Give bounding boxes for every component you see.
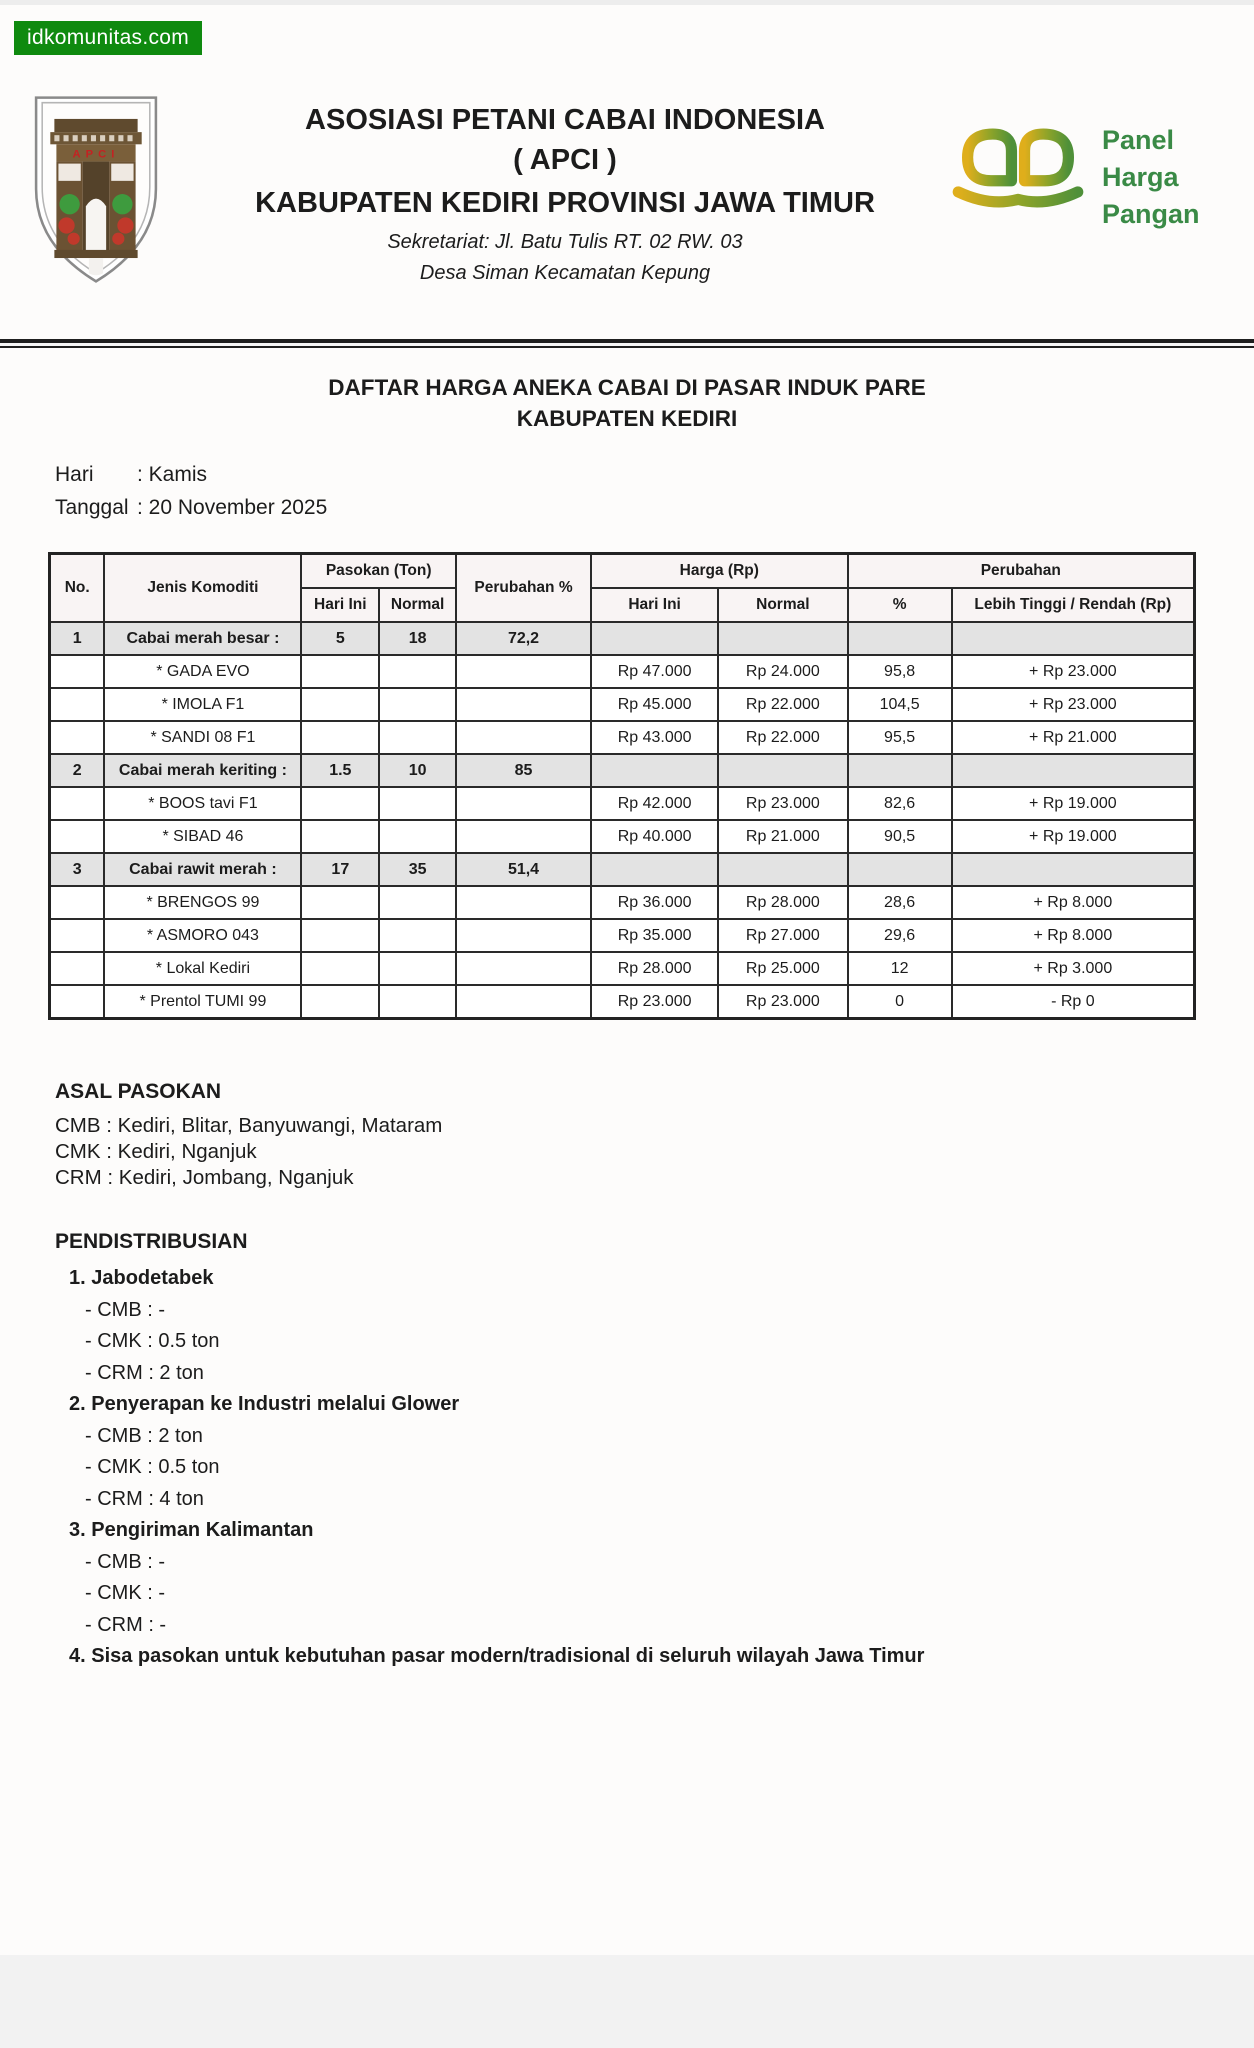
org-village-address: Desa Siman Kecamatan Kepung <box>419 262 711 284</box>
table-cell: 28,6 <box>848 886 952 919</box>
table-cell <box>456 820 591 853</box>
table-cell <box>456 655 591 688</box>
table-cell: 51,4 <box>456 853 591 886</box>
org-region: KABUPATEN KEDIRI PROVINSI JAWA TIMUR <box>255 187 875 219</box>
table-cell <box>50 655 105 688</box>
col-change-pct: Perubahan % <box>456 554 591 623</box>
panel-logo-line: Harga <box>1102 161 1179 192</box>
supply-origin-section <box>55 1080 442 1191</box>
table-cell: Rp 42.000 <box>591 787 718 820</box>
table-cell: 35 <box>379 853 456 886</box>
supply-origin-line: CMK : Kediri, Nganjuk <box>55 1140 257 1163</box>
table-cell <box>301 952 379 985</box>
table-cell: Cabai merah keriting : <box>104 754 301 787</box>
col-supply-normal: Normal <box>379 588 456 622</box>
distribution-heading: PENDISTRIBUSIAN <box>55 1230 248 1253</box>
day-label: Hari <box>55 463 94 486</box>
table-cell: * BOOS tavi F1 <box>104 787 301 820</box>
table-cell: Rp 27.000 <box>718 919 847 952</box>
header-divider-rule <box>0 339 1254 348</box>
table-cell: + Rp 8.000 <box>952 886 1195 919</box>
table-cell <box>50 952 105 985</box>
table-cell <box>456 985 591 1019</box>
title-line-2: KABUPATEN KEDIRI <box>516 406 738 431</box>
table-cell <box>50 820 105 853</box>
table-cell <box>301 820 379 853</box>
table-cell: 72,2 <box>456 622 591 655</box>
table-cell <box>301 721 379 754</box>
table-cell: Rp 40.000 <box>591 820 718 853</box>
table-cell <box>301 985 379 1019</box>
variety-row <box>50 886 1195 919</box>
book-leaves-icon <box>948 118 1088 236</box>
watermark-badge: idkomunitas.com <box>14 21 202 55</box>
distribution-item-title: 4. Sisa pasokan untuk kebutuhan pasar modern/tradisional di seluruh wilayah Jawa Timur <box>69 1645 925 1667</box>
svg-text:APCI: APCI <box>72 148 120 161</box>
table-cell <box>456 721 591 754</box>
distribution-item-title: 2. Penyerapan ke Industri melalui Glower <box>69 1393 460 1415</box>
table-cell <box>379 688 456 721</box>
distribution-item-title: 3. Pengiriman Kalimantan <box>69 1519 314 1541</box>
table-cell <box>848 853 952 886</box>
panel-logo-line: Pangan <box>1102 198 1200 229</box>
price-table-header <box>50 554 1195 623</box>
org-secretariat-address: Sekretariat: Jl. Batu Tulis RT. 02 RW. 03 <box>387 231 743 253</box>
table-cell: + Rp 8.000 <box>952 919 1195 952</box>
distribution-subitem: - CMB : 2 ton <box>85 1424 203 1447</box>
table-cell: Rp 25.000 <box>718 952 847 985</box>
table-cell <box>591 853 718 886</box>
table-cell: Cabai merah besar : <box>104 622 301 655</box>
distribution-subitem: - CMK : 0.5 ton <box>85 1456 220 1478</box>
table-cell <box>50 919 105 952</box>
table-cell: 5 <box>301 622 379 655</box>
table-cell <box>456 787 591 820</box>
date-value: : 20 November 2025 <box>137 496 328 519</box>
top-edge-strip <box>0 0 1254 5</box>
table-cell <box>456 919 591 952</box>
table-cell: Rp 28.000 <box>591 952 718 985</box>
table-cell: + Rp 23.000 <box>952 688 1195 721</box>
col-commodity: Jenis Komoditi <box>104 554 301 623</box>
table-cell <box>379 919 456 952</box>
document-meta <box>55 458 327 524</box>
table-cell: Rp 23.000 <box>718 787 847 820</box>
supply-origin-line: CRM : Kediri, Jombang, Nganjuk <box>55 1166 354 1189</box>
distribution-subitem: - CRM : 4 ton <box>85 1487 204 1510</box>
table-cell: 95,5 <box>848 721 952 754</box>
table-cell: Rp 36.000 <box>591 886 718 919</box>
supply-origin-lines <box>55 1113 442 1191</box>
table-cell <box>379 985 456 1019</box>
table-cell: 82,6 <box>848 787 952 820</box>
col-change-group: Perubahan <box>848 554 1195 589</box>
table-cell <box>301 655 379 688</box>
table-cell <box>50 787 105 820</box>
table-cell <box>301 787 379 820</box>
table-cell: Rp 45.000 <box>591 688 718 721</box>
table-cell: 0 <box>848 985 952 1019</box>
table-cell: * IMOLA F1 <box>104 688 301 721</box>
table-cell <box>456 952 591 985</box>
table-cell: 104,5 <box>848 688 952 721</box>
table-cell: * SANDI 08 F1 <box>104 721 301 754</box>
shield-icon <box>30 92 162 288</box>
supply-origin-line: CMB : Kediri, Blitar, Banyuwangi, Mataram <box>55 1114 443 1137</box>
table-cell: Rp 24.000 <box>718 655 847 688</box>
table-cell <box>456 886 591 919</box>
panel-harga-pangan-logo <box>948 118 1200 236</box>
distribution-list <box>55 1263 924 1673</box>
table-cell: 1.5 <box>301 754 379 787</box>
table-cell <box>301 688 379 721</box>
table-cell <box>591 754 718 787</box>
table-cell: 3 <box>50 853 105 886</box>
table-cell: * SIBAD 46 <box>104 820 301 853</box>
variety-row <box>50 952 1195 985</box>
table-cell: 12 <box>848 952 952 985</box>
table-cell: 90,5 <box>848 820 952 853</box>
table-cell <box>848 754 952 787</box>
table-cell <box>50 721 105 754</box>
table-cell: * ASMORO 043 <box>104 919 301 952</box>
variety-row <box>50 721 1195 754</box>
commodity-category-row <box>50 622 1195 655</box>
table-cell: * GADA EVO <box>104 655 301 688</box>
table-cell: Rp 22.000 <box>718 721 847 754</box>
date-label: Tanggal <box>55 496 129 519</box>
col-diff: Lebih Tinggi / Rendah (Rp) <box>952 588 1195 622</box>
table-cell: * BRENGOS 99 <box>104 886 301 919</box>
table-cell: * Prentol TUMI 99 <box>104 985 301 1019</box>
col-supply-group: Pasokan (Ton) <box>301 554 456 589</box>
col-price-group: Harga (Rp) <box>591 554 847 589</box>
table-cell <box>718 853 847 886</box>
table-cell <box>379 787 456 820</box>
apci-crest-logo <box>30 92 162 293</box>
distribution-item-title: 1. Jabodetabek <box>69 1267 214 1289</box>
table-cell: Cabai rawit merah : <box>104 853 301 886</box>
supply-origin-heading: ASAL PASOKAN <box>55 1080 222 1103</box>
table-cell: 18 <box>379 622 456 655</box>
table-cell: + Rp 3.000 <box>952 952 1195 985</box>
date-row <box>55 491 327 524</box>
table-cell <box>301 886 379 919</box>
table-cell <box>952 754 1195 787</box>
table-cell <box>379 886 456 919</box>
price-table <box>48 552 1196 1020</box>
document-title <box>0 372 1254 434</box>
footer-gray-band <box>0 1955 1254 2048</box>
distribution-subitem: - CRM : 2 ton <box>85 1361 204 1384</box>
table-cell <box>848 622 952 655</box>
col-price-normal: Normal <box>718 588 847 622</box>
variety-row <box>50 787 1195 820</box>
table-cell: + Rp 19.000 <box>952 787 1195 820</box>
distribution-subitem: - CMB : - <box>85 1550 165 1573</box>
org-abbreviation: ( APCI ) <box>513 144 617 176</box>
table-cell <box>379 952 456 985</box>
table-cell: Rp 35.000 <box>591 919 718 952</box>
distribution-subitem: - CMB : - <box>85 1298 165 1321</box>
variety-row <box>50 820 1195 853</box>
table-cell: 1 <box>50 622 105 655</box>
day-value: : Kamis <box>137 463 208 486</box>
variety-row <box>50 919 1195 952</box>
table-cell: 2 <box>50 754 105 787</box>
table-cell <box>952 622 1195 655</box>
table-cell: Rp 23.000 <box>718 985 847 1019</box>
table-cell <box>50 886 105 919</box>
table-cell: + Rp 21.000 <box>952 721 1195 754</box>
table-cell: 10 <box>379 754 456 787</box>
table-cell <box>952 853 1195 886</box>
table-cell: 17 <box>301 853 379 886</box>
col-no: No. <box>50 554 105 623</box>
table-cell <box>456 688 591 721</box>
table-cell: Rp 21.000 <box>718 820 847 853</box>
letterhead <box>170 100 960 288</box>
table-cell <box>379 721 456 754</box>
table-cell: 95,8 <box>848 655 952 688</box>
table-cell <box>379 655 456 688</box>
table-cell: Rp 23.000 <box>591 985 718 1019</box>
org-name: ASOSIASI PETANI CABAI INDONESIA <box>305 104 825 136</box>
table-cell <box>591 622 718 655</box>
table-cell: 85 <box>456 754 591 787</box>
panel-logo-text <box>1102 122 1200 233</box>
variety-row <box>50 655 1195 688</box>
table-cell <box>50 985 105 1019</box>
day-row <box>55 458 327 491</box>
variety-row <box>50 688 1195 721</box>
table-cell: + Rp 19.000 <box>952 820 1195 853</box>
table-cell <box>379 820 456 853</box>
panel-logo-line: Panel <box>1102 124 1175 155</box>
table-cell: Rp 43.000 <box>591 721 718 754</box>
table-cell: 29,6 <box>848 919 952 952</box>
table-cell: + Rp 23.000 <box>952 655 1195 688</box>
col-price-today: Hari Ini <box>591 588 718 622</box>
table-cell <box>718 754 847 787</box>
table-cell: - Rp 0 <box>952 985 1195 1019</box>
table-cell: Rp 28.000 <box>718 886 847 919</box>
col-pct: % <box>848 588 952 622</box>
price-table-body <box>50 622 1195 1019</box>
distribution-subitem: - CMK : - <box>85 1582 165 1604</box>
variety-row <box>50 985 1195 1019</box>
distribution-subitem: - CMK : 0.5 ton <box>85 1330 220 1352</box>
table-cell: Rp 47.000 <box>591 655 718 688</box>
table-cell: * Lokal Kediri <box>104 952 301 985</box>
table-cell <box>301 919 379 952</box>
commodity-category-row <box>50 754 1195 787</box>
table-cell <box>718 622 847 655</box>
distribution-section <box>55 1230 924 1673</box>
table-cell <box>50 688 105 721</box>
col-supply-today: Hari Ini <box>301 588 379 622</box>
distribution-subitem: - CRM : - <box>85 1613 167 1636</box>
table-cell: Rp 22.000 <box>718 688 847 721</box>
commodity-category-row <box>50 853 1195 886</box>
title-line-1: DAFTAR HARGA ANEKA CABAI DI PASAR INDUK PARE <box>328 375 926 400</box>
